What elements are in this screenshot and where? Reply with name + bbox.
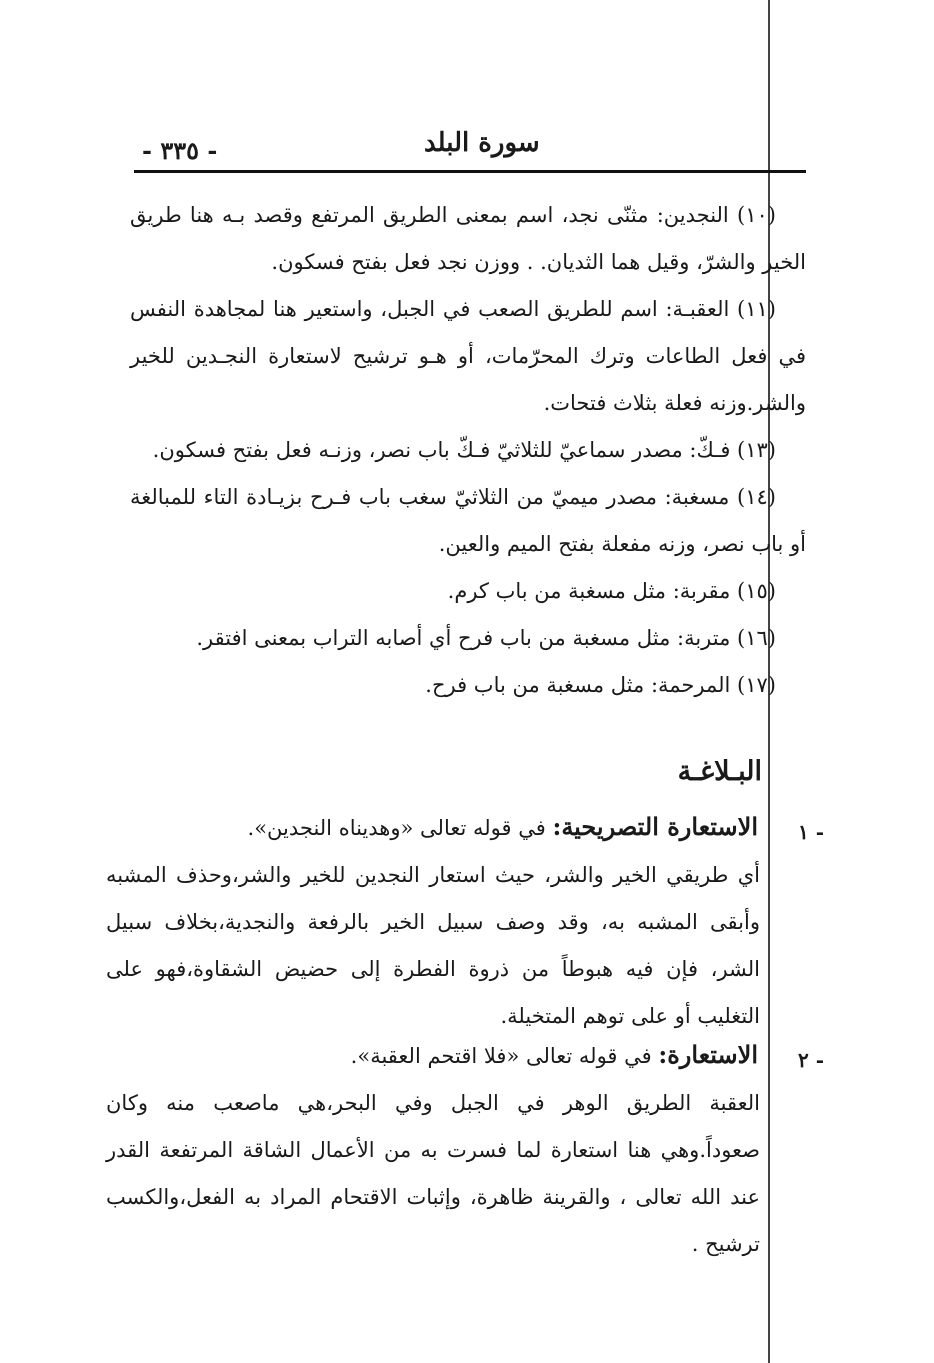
note-14: (١٤) مسغبة: مصدر ميميّ من الثلاثيّ سغب باب فـرح بزيـادة التاء للمبالغة أو باب نصر، وزنه مفعلة بفتح الميم والعين. <box>130 485 806 556</box>
item-2-title: الاستعارة: <box>658 1040 758 1069</box>
item-2-verse: في قوله تعالى «فلا اقتحم العقبة». <box>350 1044 652 1068</box>
item-1-number: ١ - <box>797 820 824 844</box>
item-2-heading <box>198 1040 758 1069</box>
note-13: (١٣) فـكّ: مصدر سماعيّ للثلاثيّ فـكّ باب نصر، وزنـه فعل بفتح فسكون. <box>152 438 776 462</box>
page-header <box>134 128 804 164</box>
header-rule <box>134 170 806 173</box>
note-16: (١٦) متربة: مثل مسغبة من باب فرح أي أصابه التراب بمعنى افتقر. <box>196 626 776 650</box>
note-17: (١٧) المرحمة: مثل مسغبة من باب فرح. <box>425 673 776 697</box>
item-1-title: الاستعارة التصريحية: <box>552 812 758 841</box>
surah-title: سورة البلد <box>424 128 540 158</box>
item-2-body: العقبة الطريق الوهر في الجبل وفي البحر،هي ماصعب منه وكان صعوداً.وهي هنا استعارة لما فسرت به من الأعمال الشاقة المرتفعة القدر عند الله تعالى ، والقرينة ظاهرة، وإثبات الاقتحام المراد به الفعل،والكسب ترشيح . <box>106 1091 760 1256</box>
item-1-heading <box>198 812 758 841</box>
note-11: (١١) العقبـة: اسم للطريق الصعب في الجبل، واستعير هنا لمجاهدة النفس في فعل الطاعات وترك المحرّمات، أو هـو ترشيح لاستعارة النجـدين للخير والشر.وزنه فعلة بثلاث فتحات. <box>130 297 806 415</box>
item-2-number: ٢ - <box>797 1048 824 1072</box>
note-15: (١٥) مقربة: مثل مسغبة من باب كرم. <box>447 579 776 603</box>
page-number: - ٣٣٥ - <box>142 136 218 165</box>
item-1-verse: في قوله تعالى «وهديناه النجدين». <box>247 816 546 840</box>
footnotes <box>130 192 806 709</box>
balagha-heading: البـلاغـة <box>677 756 762 787</box>
item-1-body: أي طريقي الخير والشر، حيث استعار النجدين للخير والشر،وحذف المشبه وأبقى المشبه به، وقد وصف سبيل الخير بالرفعة والنجدية،بخلاف سبيل الشر، فإن فيه هبوطاً من ذروة الفطرة إلى حضيض الشقاوة،فهو على التغليب أو على توهم المتخيلة. <box>106 863 760 1028</box>
note-10: (١٠) النجدين: مثنّى نجد، اسم بمعنى الطريق المرتفع وقصد بـه هنا طريق الخير والشرّ، وقيل هما الثديان. . ووزن نجد فعل بفتح فسكون. <box>130 203 806 274</box>
